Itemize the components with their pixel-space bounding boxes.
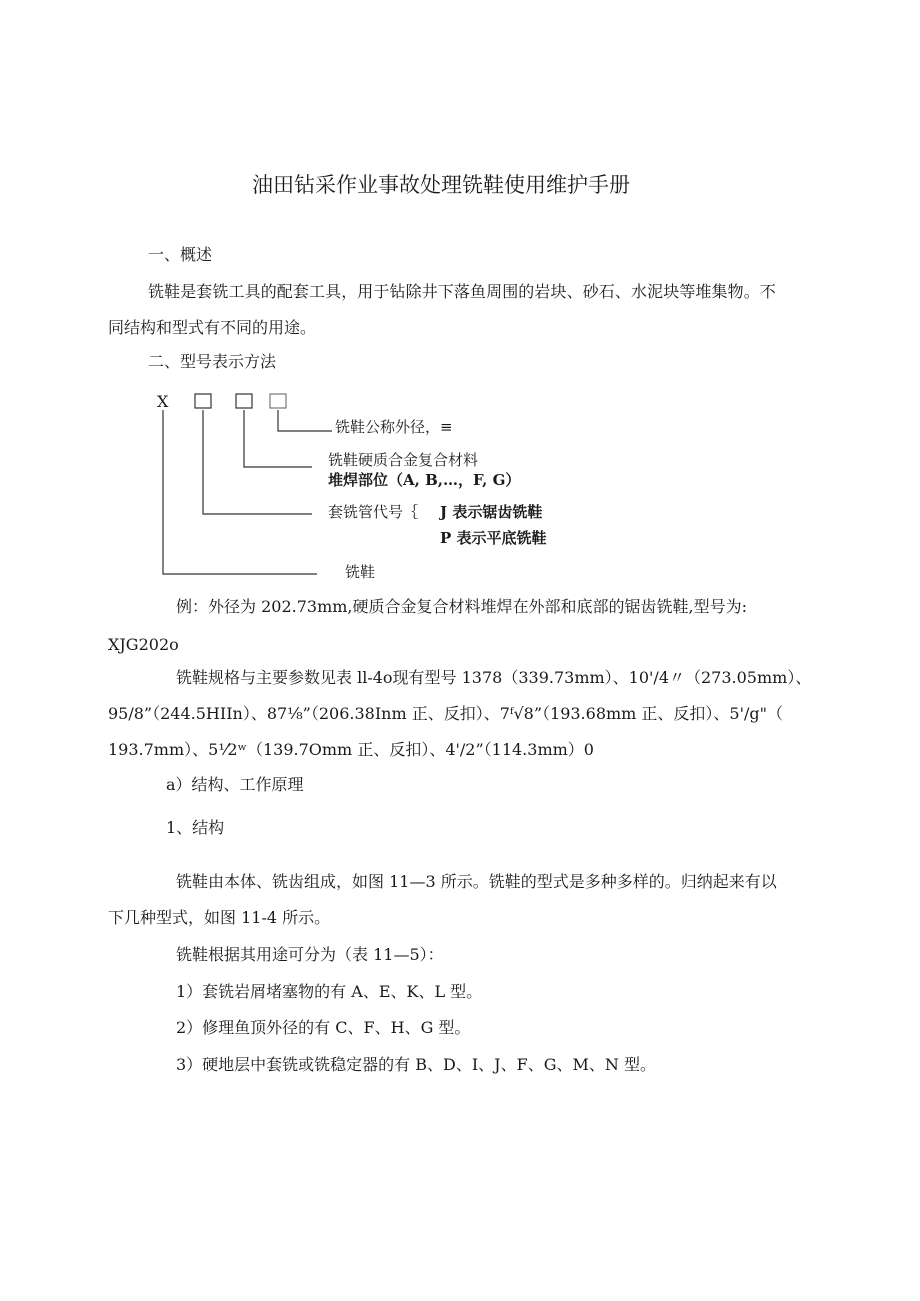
diagram-prefix-x: X [157, 392, 169, 411]
spec-line-1: 铣鞋规格与主要参数见表 ll-4o现有型号 1378（339.73mm）、10'/4〃（273.05mm）、 [176, 668, 812, 687]
overview-paragraph-line-1: 铣鞋是套铣工具的配套工具，用于钻除井下落鱼周围的岩块、砂石、水泥块等堆集物。不 [148, 282, 776, 301]
usage-item-1: 1）套铣岩屑堵塞物的有 A、E、K、L 型。 [176, 982, 483, 1001]
section-heading-overview: 一、概述 [148, 245, 213, 264]
usage-intro: 铣鞋根据其用途可分为（表 11—5）： [176, 945, 444, 964]
diagram-label-diameter: 铣鞋公称外径，≡ [335, 418, 453, 436]
diagram-box-2 [236, 394, 252, 408]
diagram-box-3 [270, 394, 286, 408]
spec-line-3: 193.7mm）、5⅟2ʷ（139.7Omm 正、反扣）、4'/2”（114.3mm）0 [108, 740, 594, 759]
diagram-label-material-2: 堆焊部位（A, B,…，F, G） [328, 471, 521, 489]
diagram-line-shoe [163, 410, 317, 574]
diagram-line-material [244, 410, 312, 467]
diagram-line-code [203, 410, 312, 514]
diagram-label-code: 套铣管代号｛ [328, 503, 419, 521]
diagram-label-code-j: J 表示锯齿铣鞋 [440, 503, 543, 521]
usage-item-2: 2）修理鱼顶外径的有 C、F、H、G 型。 [176, 1018, 471, 1037]
spec-line-2: 95/8”（244.5HIIn）、87⅛”（206.38Inm 正、反扣）、7ᶠ√8”（193.68mm 正、反扣）、5'/g"（ [108, 704, 783, 723]
page-title: 油田钻采作业事故处理铣鞋使用维护手册 [252, 173, 630, 197]
section-heading-model: 二、型号表示方法 [148, 352, 277, 371]
example-line-2: XJG202o [108, 635, 179, 654]
diagram-box-1 [195, 394, 211, 408]
diagram-line-diameter [278, 410, 332, 431]
structure-line-2: 下几种型式，如图 11-4 所示。 [108, 908, 331, 927]
usage-item-3: 3）硬地层中套铣或铣稳定器的有 B、D、I、J、F、G、M、N 型。 [176, 1055, 656, 1074]
diagram-label-shoe: 铣鞋 [345, 563, 376, 581]
example-line-1: 例：外径为 202.73mm,硬质合金复合材料堆焊在外部和底部的锯齿铣鞋,型号为: [176, 597, 747, 616]
diagram-label-code-p: P 表示平底铣鞋 [440, 529, 547, 547]
diagram-label-material-1: 铣鞋硬质合金复合材料 [328, 451, 479, 469]
structure-line-1: 铣鞋由本体、铣齿组成，如图 11—3 所示。铣鞋的型式是多种多样的。归纳起来有以 [176, 872, 777, 891]
subheading-structure-principle: a）结构、工作原理 [166, 775, 304, 794]
subheading-structure: 1、结构 [166, 818, 225, 837]
overview-paragraph-line-2: 同结构和型式有不同的用途。 [108, 318, 317, 337]
